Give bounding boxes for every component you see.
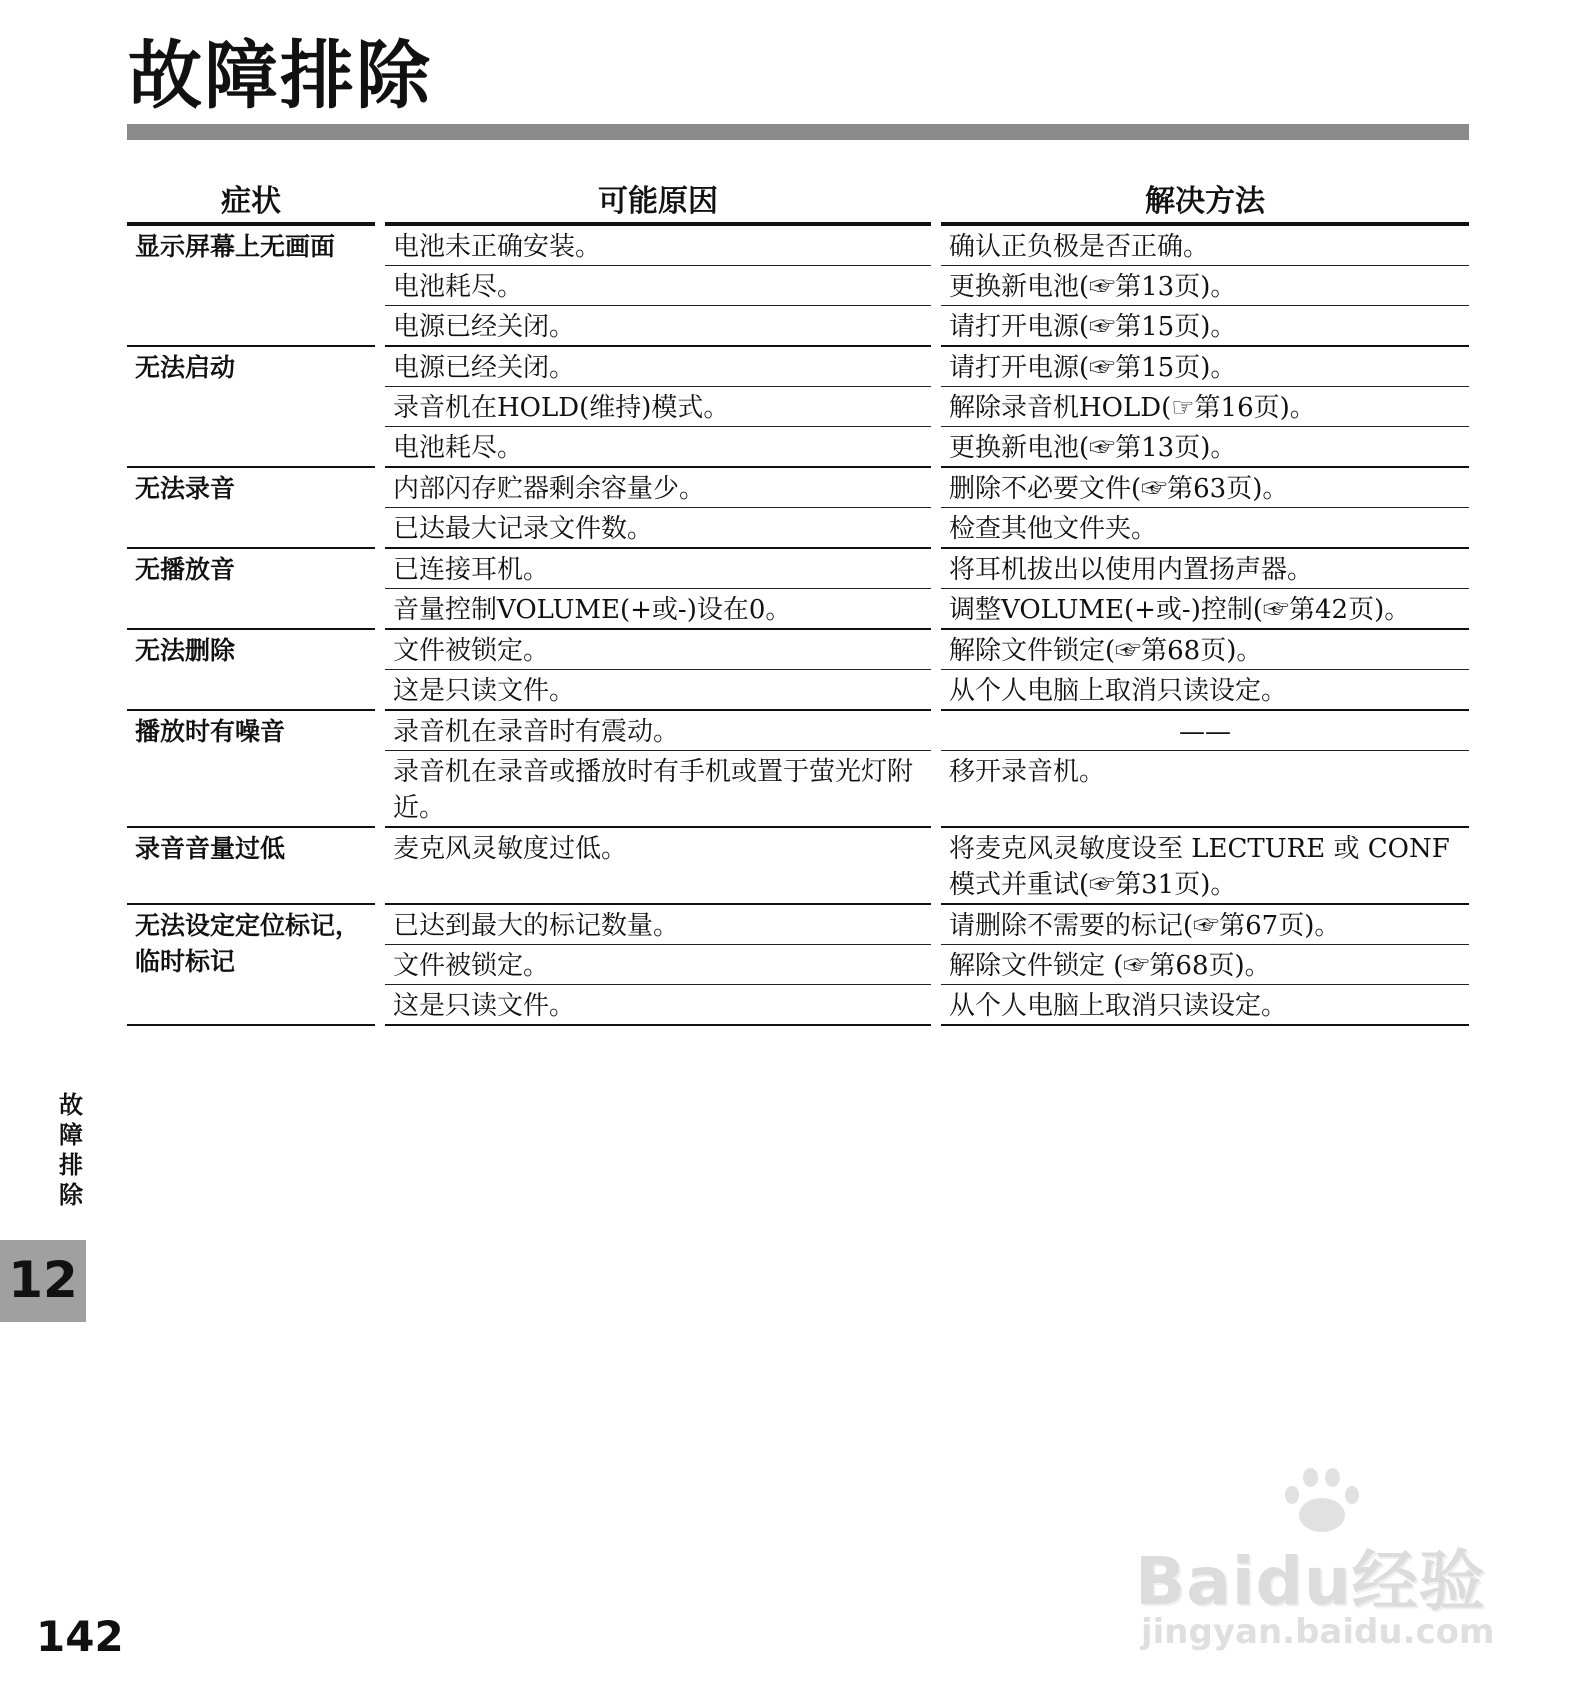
baidu-watermark: [1135, 1460, 1515, 1660]
cause-cell: 已连接耳机。: [385, 549, 931, 589]
cause-cell: 电池耗尽。: [385, 427, 931, 468]
cause-cell: 音量控制VOLUME(+或-)设在0。: [385, 589, 931, 630]
solution-cell: 解除录音机HOLD(☞第16页)。: [941, 387, 1469, 427]
solution-cell: 将麦克风灵敏度设至 LECTURE 或 CONF 模式并重试(☞第31页)。: [941, 828, 1469, 905]
table-row: [127, 630, 1469, 670]
symptom-cell: 无法删除: [127, 630, 375, 711]
table-header-row: [127, 176, 1469, 226]
cause-cell: 电池耗尽。: [385, 266, 931, 306]
cause-cell: 内部闪存贮器剩余容量少。: [385, 468, 931, 508]
solution-cell: 从个人电脑上取消只读设定。: [941, 985, 1469, 1026]
cause-cell: 已达最大记录文件数。: [385, 508, 931, 549]
cause-cell: 文件被锁定。: [385, 945, 931, 985]
cause-cell: 录音机在录音时有震动。: [385, 711, 931, 751]
side-section-label: [54, 1090, 88, 1210]
symptom-cell: 无法录音: [127, 468, 375, 549]
solution-cell: 从个人电脑上取消只读设定。: [941, 670, 1469, 711]
symptom-cell: 录音音量过低: [127, 828, 375, 905]
chapter-number: 12: [8, 1251, 78, 1309]
cause-cell: 这是只读文件。: [385, 670, 931, 711]
symptom-cell: 无法启动: [127, 347, 375, 468]
side-label-char: 障: [59, 1121, 83, 1149]
header-symptom: 症状: [127, 176, 375, 226]
table-row: [127, 347, 1469, 387]
solution-cell: 解除文件锁定 (☞第68页)。: [941, 945, 1469, 985]
header-cause: 可能原因: [385, 176, 931, 226]
table-row: [127, 828, 1469, 905]
cause-cell: 这是只读文件。: [385, 985, 931, 1026]
solution-cell: 移开录音机。: [941, 751, 1469, 828]
solution-cell: 请打开电源(☞第15页)。: [941, 306, 1469, 347]
solution-cell: 更换新电池(☞第13页)。: [941, 266, 1469, 306]
table-body: [127, 226, 1469, 1026]
cause-cell: 电源已经关闭。: [385, 306, 931, 347]
solution-cell: 删除不必要文件(☞第63页)。: [941, 468, 1469, 508]
solution-cell: 检查其他文件夹。: [941, 508, 1469, 549]
cause-cell: 电池未正确安装。: [385, 226, 931, 266]
table-row: [127, 905, 1469, 945]
solution-cell: 将耳机拔出以使用内置扬声器。: [941, 549, 1469, 589]
table-row: [127, 226, 1469, 266]
page-title: 故障排除: [128, 33, 432, 119]
symptom-cell: 无法设定定位标记，临时标记: [127, 905, 375, 1026]
watermark-brand: Baidu经验: [1135, 1543, 1486, 1620]
solution-cell: 更换新电池(☞第13页)。: [941, 427, 1469, 468]
troubleshooting-table: [127, 176, 1469, 1026]
symptom-cell: 显示屏幕上无画面: [127, 226, 375, 347]
symptom-cell: 无播放音: [127, 549, 375, 630]
solution-cell: ——: [941, 711, 1469, 751]
cause-cell: 已达到最大的标记数量。: [385, 905, 931, 945]
solution-cell: 调整VOLUME(+或-)控制(☞第42页)。: [941, 589, 1469, 630]
symptom-cell: 播放时有噪音: [127, 711, 375, 828]
cause-cell: 录音机在HOLD(维持)模式。: [385, 387, 931, 427]
side-label-char: 故: [59, 1091, 83, 1119]
solution-cell: 确认正负极是否正确。: [941, 226, 1469, 266]
cause-cell: 麦克风灵敏度过低。: [385, 828, 931, 905]
solution-cell: 请打开电源(☞第15页)。: [941, 347, 1469, 387]
cause-cell: 文件被锁定。: [385, 630, 931, 670]
header-solution: 解决方法: [941, 176, 1469, 226]
solution-cell: 解除文件锁定(☞第68页)。: [941, 630, 1469, 670]
cause-cell: 电源已经关闭。: [385, 347, 931, 387]
table-row: [127, 711, 1469, 751]
cause-cell: 录音机在录音或播放时有手机或置于萤光灯附近。: [385, 751, 931, 828]
watermark-url: jingyan.baidu.com: [1141, 1612, 1495, 1652]
page-number: 142: [36, 1612, 124, 1661]
title-bar-divider: [127, 124, 1469, 140]
solution-cell: 请删除不需要的标记(☞第67页)。: [941, 905, 1469, 945]
table-row: [127, 468, 1469, 508]
side-label-char: 排: [59, 1151, 83, 1179]
side-label-char: 除: [59, 1181, 83, 1209]
table-row: [127, 549, 1469, 589]
